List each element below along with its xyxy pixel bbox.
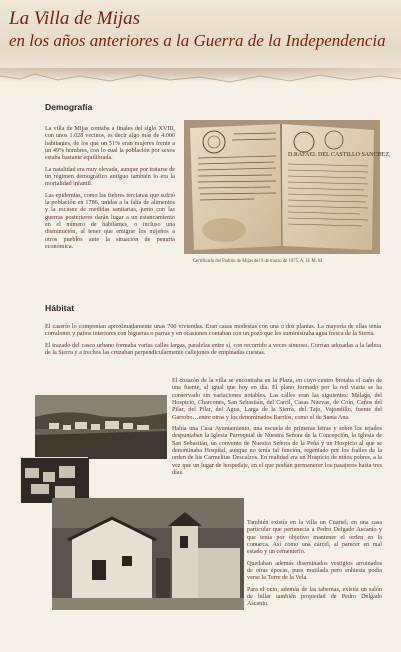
page-subtitle: en los años anteriores a la Guerra de la Independencia [9, 31, 386, 50]
census-document-photo [184, 120, 391, 254]
demografia-paragraph-2: La natalidad era muy elevada, aunque por tratarse de un régimen demográfico antiguo también lo era la mortalidad infantil. [45, 166, 175, 188]
habitat-column-paragraph-3: También existía en la villa un Cuartel, en una casa particular que pertenecía a Pedro Delgado Ascanio y que tenía por objetivo mantener el orden en la comarca. Así como una cárcel, al parecer en mal estado y un cementerio. [247, 520, 382, 556]
rooftops-photo [20, 457, 88, 502]
header-banner [0, 0, 401, 86]
habitat-column-paragraph-4: Quedaban además diseminados vestigios arruinados de otras épocas, pues mutilada pero enhiesta podía verse la Torre de la Vela. [247, 560, 382, 582]
church-street-photo [52, 498, 244, 610]
habitat-intro-paragraph-1: El caserío lo componían aproximadamente unas 700 viviendas. Eran casas modestas con una o dos plantas. La mayoría de ellas tenía corralones y patios interiores con higueras o parras y en ocasiones contaban con un pozo que les suministraba agua fresca de la Sierra. [45, 324, 381, 338]
torn-paper-edge [0, 70, 401, 88]
habitat-column-paragraph-5: Para el ocio, además de las tabernas, existía un salón de billar también propiedad de Pedro Delgado Ascanio. [247, 586, 382, 608]
habitat-intro-text [45, 324, 381, 361]
habitat-column-paragraph-1: El corazón de la villa se encontraba en la Plaza, en cuyo centro brotaba el caño de una fuente, al igual que hoy en día. El plano formado por la red viaria se ha conservado sin variaciones notables. Las calles eran las siguientes: Málaga, del Hospicio, Charcones, San Sebastián, del Carril, Casas Nuevas, de Coín, Caños del Pilar, del Pilar, del Agua, Larga de la Sierra, del Tajo, Vajondillo, fuente del Garrobo…entre otras y los denominados Barrios, como el de Santa Ana. [172, 378, 382, 421]
habitat-column-text-narrow [247, 520, 382, 613]
demografia-heading: Demografía [45, 102, 93, 112]
habitat-column-text [172, 378, 382, 481]
page-title: La Villa de Mijas [9, 8, 141, 29]
habitat-heading: Hábitat [45, 303, 75, 313]
habitat-column-paragraph-2: Había una Casa Ayuntamiento, una escuela de primeras letras y sobre los tejados despuntaban la Iglesia Parroquial de Nuestra Señora de la Concepción, la Iglesia de San Sebastián, un convento de Nuestra Señora de la Peña y un Hospicio al que se denominaba Hospital, aunque no tenía tal función, regentado por los frailes de la orden de los Carmelitas Descalzos. En realidad era un Hospicio de niños pobres, a la vez que un lugar de hospedaje, en el que podían permanecer los pasajeros hasta tres días. [172, 426, 382, 477]
document-header-text: D.RAFAEL DEL CASTILLO SANCHEZ, [288, 152, 391, 158]
demografia-text [45, 126, 175, 256]
demografia-paragraph-3: Las epidemias, como las fiebres tercianas que sufrió la población en 1786, unidas a la falta de alimentos y la escasez de medidas sanitarias, junto con las guerras posteriores darán lugar a un estancamiento en el número de habitantes, o incluso una disminución, al tener que emigrar los mijeños a otros pueblos ante la situación de penuria económica. [45, 192, 175, 251]
demografia-paragraph-1: La villa de Mijas contaba a finales del siglo XVIII, con unos 1.028 vecinos, es decir algo más de 4.000 habitantes, de los que un 51% eran mujeres frente a un 49% hombres, con lo cual la población por sexos estaba bastante equilibrada. [45, 126, 175, 162]
document-caption: Certificado del Padrón de Mijas del 9 de marzo de 1975. A. H. M. M. [193, 259, 324, 264]
village-panorama-photo [35, 395, 167, 459]
habitat-intro-paragraph-2: El trazado del casco urbano formaba varias calles largas, paralelas entre sí, con recorrido a veces sinuoso. Corrían adosadas a la ladera de la Sierra y a trechos las cruzaban perpendicularmente callejones de empinadas cuestas. [45, 342, 381, 357]
document-illustration [184, 120, 391, 254]
